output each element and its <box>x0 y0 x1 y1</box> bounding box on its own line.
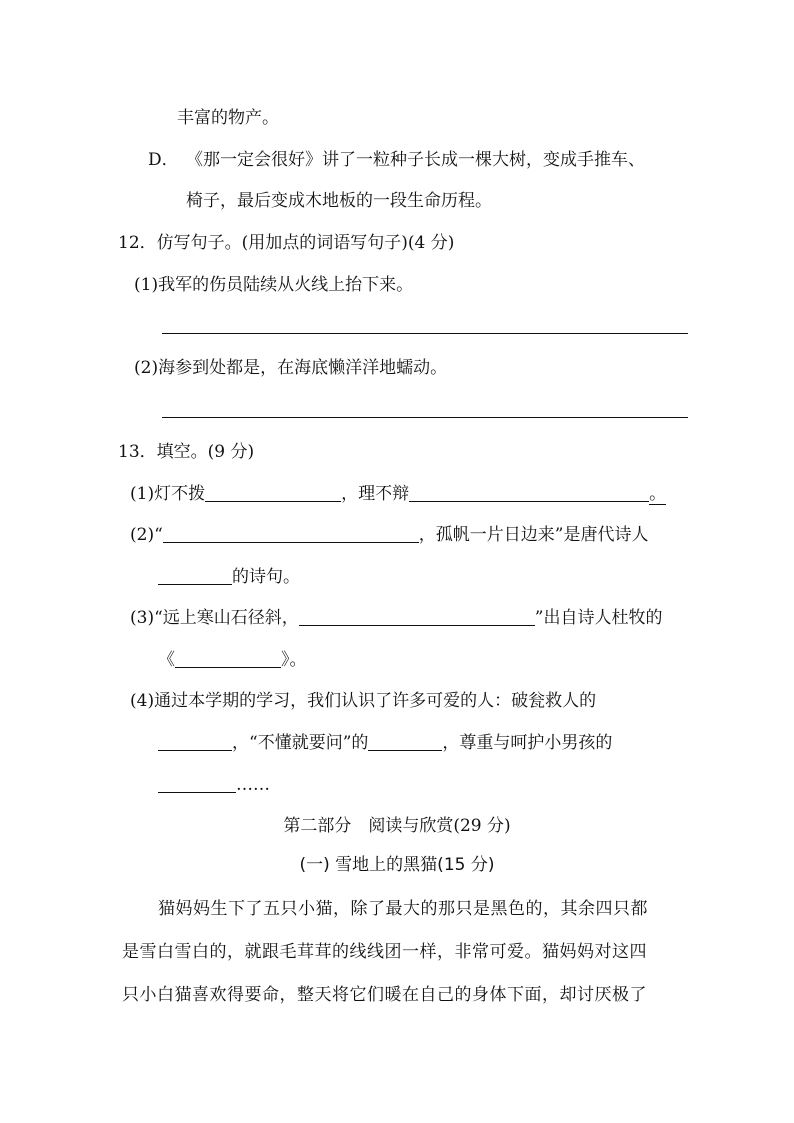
question-12-title: 12．仿写句子。(用加点的词语写句子)(4 分) <box>118 233 455 253</box>
fill-item-2-text-a: (2)“ <box>130 525 163 545</box>
question-12-sentence-2: (2)海参到处都是，在海底懒洋洋地蠕动。 <box>134 358 448 378</box>
question-13-title: 13．填空。(9 分) <box>118 442 255 462</box>
fill-item-3 <box>130 606 662 630</box>
option-c-continuation: 丰富的物产。 <box>177 108 279 128</box>
fill-item-3-open: 《 <box>158 650 175 670</box>
fill-item-1 <box>130 482 666 506</box>
part-2-heading: 第二部分 阅读与欣赏(29 分) <box>283 816 511 836</box>
answer-line-1[interactable] <box>162 333 688 334</box>
story-line-2: 是雪白雪白的，就跟毛茸茸的线线团一样，非常可爱。猫妈妈对这四 <box>122 942 647 962</box>
fill-item-4-text-d: …… <box>236 775 270 795</box>
fill-item-1-text-a: (1)灯不拨 <box>130 484 206 504</box>
fill-item-2 <box>130 523 648 547</box>
fill-item-3-close: 》。 <box>281 650 307 670</box>
blank-2b[interactable] <box>158 566 232 585</box>
story-line-3: 只小白猫喜欢得要命，整天将它们暖在自己的身体下面，却讨厌极了 <box>122 985 647 1005</box>
blank-1b[interactable] <box>409 483 649 502</box>
fill-item-3-text-a: (3)“远上寒山石径斜， <box>130 608 299 628</box>
blank-3b[interactable] <box>175 649 281 668</box>
fill-item-3-text-b: ”出自诗人杜牧的 <box>534 608 663 628</box>
fill-item-4-text-c: ，尊重与呵护小男孩的 <box>442 733 613 753</box>
question-12-sentence-1: (1)我军的伤员陆续从火线上抬下来。 <box>134 275 414 295</box>
fill-item-1-text-b: ，理不辩 <box>341 484 410 504</box>
blank-4a[interactable] <box>158 732 232 751</box>
fill-item-3-cont <box>158 648 307 672</box>
option-d-label: D． <box>148 150 179 170</box>
fill-item-2-text-c: 的诗句。 <box>232 567 300 587</box>
blank-1a[interactable] <box>205 483 341 502</box>
blank-2a[interactable] <box>163 524 419 543</box>
blank-3a[interactable] <box>299 607 535 626</box>
section-1-title: (一) 雪地上的黑猫(15 分) <box>299 855 495 875</box>
option-d-text: 《那一定会很好》讲了一粒种子长成一棵大树，变成手推车、 <box>186 150 645 170</box>
blank-4b[interactable] <box>368 732 442 751</box>
fill-item-1-text-c: 。 <box>649 484 667 504</box>
blank-4c[interactable] <box>158 774 236 793</box>
option-d-text-cont: 椅子，最后变成木地板的一段生命历程。 <box>186 191 492 211</box>
fill-item-4-cont-2 <box>158 773 270 797</box>
answer-line-2[interactable] <box>162 417 688 418</box>
fill-item-4-text-b: ，“不懂就要问”的 <box>232 733 369 753</box>
fill-item-2-cont <box>158 565 300 589</box>
fill-item-4: (4)通过本学期的学习，我们认识了许多可爱的人：破瓮救人的 <box>130 691 597 711</box>
fill-item-2-text-b: ，孤帆一片日边来”是唐代诗人 <box>418 525 649 545</box>
fill-item-4-cont <box>158 731 612 755</box>
story-line-1: 猫妈妈生下了五只小猫，除了最大的那只是黑色的，其余四只都 <box>158 899 648 919</box>
